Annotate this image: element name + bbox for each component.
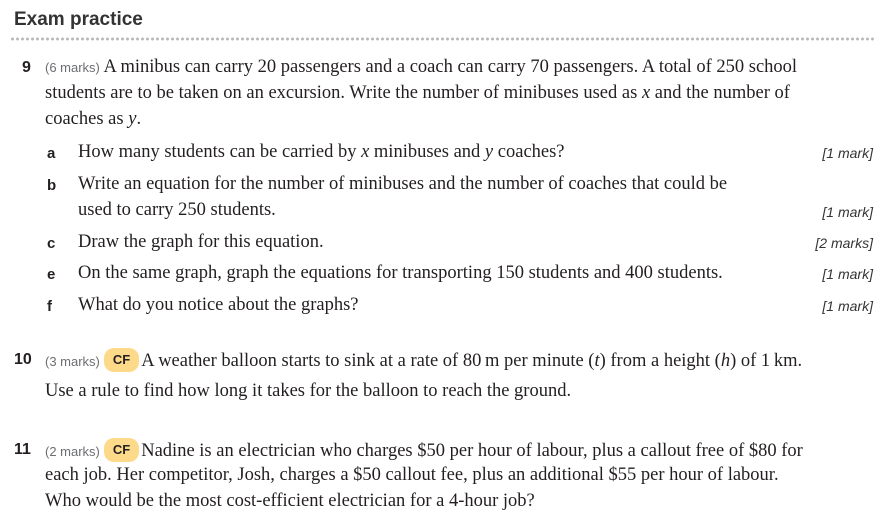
cf-badge: CF	[104, 438, 139, 462]
part-b-letter: b	[47, 177, 57, 194]
part-f-letter: f	[47, 298, 52, 315]
part-e-letter: e	[47, 266, 56, 283]
question-10-line-1	[45, 348, 802, 373]
part-e-marks: [1 mark]	[822, 266, 873, 282]
part-a-text	[78, 141, 565, 163]
part-a-text-a: How many students can be carried by	[78, 142, 362, 162]
question-10-text-1c: ) of 1 km.	[730, 351, 803, 371]
question-11-number: 11	[14, 441, 31, 458]
question-9-line-3	[45, 108, 141, 130]
variable-x: x	[641, 83, 651, 103]
variable-x: x	[361, 142, 370, 162]
question-9-text-1: A minibus can carry 20 passengers and a coach can carry 70 passengers. A total of 250 school	[103, 57, 798, 77]
cf-badge: CF	[104, 348, 139, 372]
part-a-marks: [1 mark]	[822, 145, 873, 161]
variable-y: y	[128, 109, 137, 129]
question-9-number: 9	[22, 59, 31, 76]
part-b-marks: [1 mark]	[822, 204, 873, 220]
question-9-text-2b: and the number of	[650, 83, 790, 103]
question-10-line-2: Use a rule to find how long it takes for the balloon to reach the ground.	[45, 381, 572, 401]
question-9-line-2	[45, 82, 790, 104]
section-heading: Exam practice	[14, 9, 143, 30]
variable-y: y	[484, 142, 494, 162]
part-a-letter: a	[47, 145, 56, 162]
part-b-line-1: Write an equation for the number of minibuses and the number of coaches that could be	[78, 174, 728, 194]
question-9-marks: (6 marks)	[45, 60, 100, 75]
question-9-line-1	[45, 56, 797, 79]
question-11-line-3: Who would be the most cost-efficient electrician for a 4-hour job?	[45, 491, 535, 511]
question-10-text-1b: ) from a height (	[599, 351, 721, 371]
part-f-text: What do you notice about the graphs?	[78, 295, 359, 315]
question-11-text-1: Nadine is an electrician who charges $50 per hour of labour, plus a callout free of $80 for	[141, 441, 803, 461]
part-a-text-c: coaches?	[493, 142, 565, 162]
question-11-line-1	[45, 438, 803, 463]
part-b-line-2: used to carry 250 students.	[78, 200, 276, 220]
dotted-divider	[10, 36, 876, 42]
variable-h: h	[720, 351, 731, 371]
question-11-marks: (2 marks)	[45, 444, 100, 459]
question-10-text-1a: A weather balloon starts to sink at a rate of 80 m per minute (	[141, 351, 595, 371]
question-9-text-3a: coaches as	[45, 109, 129, 129]
question-9-text-3b: .	[136, 109, 142, 129]
part-c-text: Draw the graph for this equation.	[78, 232, 324, 252]
question-10-number: 10	[14, 351, 32, 368]
variable-t: t	[594, 351, 600, 371]
question-9-text-2a: students are to be taken on an excursion. Write the number of minibuses used as	[45, 83, 642, 103]
part-c-letter: c	[47, 235, 56, 252]
question-11-line-2: each job. Her competitor, Josh, charges a $50 callout fee, plus an additional $55 per hour of labour.	[45, 465, 779, 485]
part-c-marks: [2 marks]	[815, 235, 873, 251]
part-e-text: On the same graph, graph the equations for transporting 150 students and 400 students.	[78, 263, 723, 283]
part-a-text-b: minibuses and	[369, 142, 485, 162]
question-10-marks: (3 marks)	[45, 354, 100, 369]
part-f-marks: [1 mark]	[822, 298, 873, 314]
